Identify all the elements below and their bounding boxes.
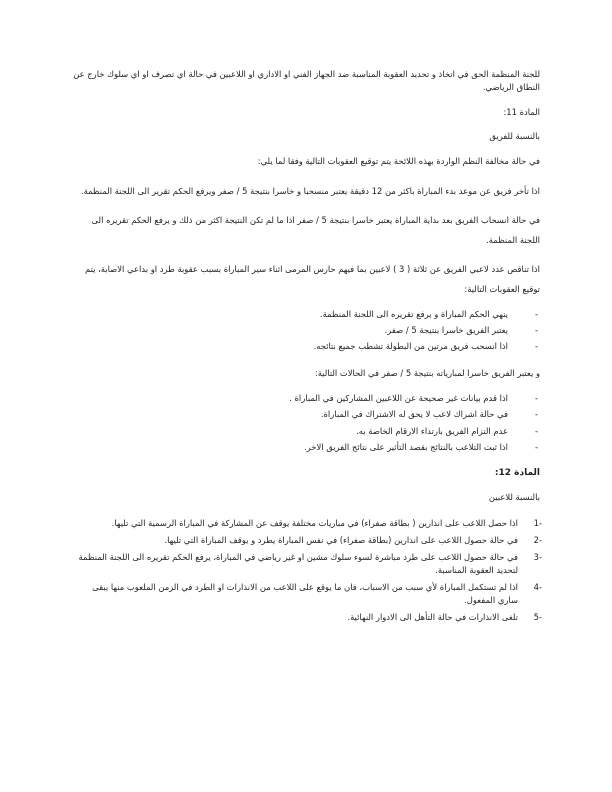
bullet-mark: -	[534, 341, 538, 352]
article-11-penalties-list	[70, 308, 540, 353]
list-item	[70, 425, 538, 437]
bullet-mark: -	[534, 325, 538, 336]
article-12-subtitle: بالنسبة للاعبين	[488, 492, 540, 503]
bullet-mark: -	[534, 309, 538, 320]
list-item	[70, 611, 542, 624]
list-item	[70, 308, 538, 320]
list-item-text: ينهي الحكم المباراة و يرفع تقريره الى اللجنة المنظمة.	[319, 309, 508, 320]
list-item	[70, 324, 538, 336]
article-11-paragraph-withdrawal: في حالة انسحاب الفريق بعد بداية المباراة يعتبر خاسرا بنتيجة 5 / صفر اذا ما لم تكن النتيجة اكثر من ذلك و يرفع الحكم تقريره الى اللجنة المنظمة.	[91, 214, 540, 246]
list-item-text: يعتبر الفريق خاسرا بنتيجة 5 / صفر.	[384, 325, 508, 336]
item-number: 1-	[533, 518, 542, 529]
article-11-paragraph-late: اذا تأخر فريق عن موعد بدء المباراة باكثر من 12 دقيقة يعتبر منسحبا و خاسرا بنتيجة 5 / صفر ويرفع الحكم تقرير الى اللجنة المنظمة.	[80, 186, 540, 197]
item-number: 3-	[533, 552, 542, 563]
bullet-mark: -	[534, 393, 538, 404]
list-item-text: اذا لم تستكمل المباراة لأي سبب من الاسباب، فان ما يوقع على اللاعب من الانذارات او الطرد في الزمن الملعوب منها يبقى ساري المفعول.	[92, 582, 518, 606]
item-number: 5-	[533, 612, 542, 623]
list-item-text: اذا ثبت التلاعب بالنتائج بقصد التأثير على نتائج الفريق الاخر.	[303, 441, 508, 452]
list-item-text: في حالة حصول اللاعب على طرد مباشرة لسوء سلوك مشين او غير رياضي في المباراة، يرفع الحكم تقريره الى اللجنة المنظمة لتحديد العقوبة المناسبة.	[78, 552, 518, 576]
list-item-text: في حالة حصول اللاعب على انذارين (بطاقة صفراء) في نفس المباراة يطرد و يوقف المباراة التي تليها.	[164, 535, 518, 546]
list-item-text: في حالة اشراك لاعب لا يحق له الاشتراك في المباراة.	[320, 409, 508, 420]
list-item	[70, 392, 538, 404]
list-item	[70, 340, 538, 352]
article-11-subtitle: بالنسبة للفريق	[489, 130, 540, 141]
bullet-mark: -	[534, 441, 538, 452]
list-item-text: اذا قدم بيانات غير صحيحة عن اللاعبين المشاركين في المباراة .	[289, 393, 508, 404]
list-item	[70, 441, 538, 453]
list-item-text: تلغى الانذارات في حالة التأهل الى الادوار النهائية.	[347, 612, 518, 623]
list-item	[70, 534, 542, 547]
list-item-text: عدم التزام الفريق بارتداء الارقام الخاصة به.	[356, 425, 508, 436]
intro-paragraph: للجنة المنظمة الحق في اتخاذ و تحديد العقوبة المناسبة ضد الجهاز الفني او الاداري او اللاعبين في حالة اي تصرف او اي سلوك خارج عن النطاق الرياضي.	[73, 69, 540, 92]
list-item	[70, 581, 542, 607]
article-12-rules-list	[70, 517, 540, 624]
list-item-text: اذا انسحب فريق مرتين من البطولة تشطب جميع نتائجه.	[313, 341, 508, 352]
list-item	[70, 517, 542, 530]
item-number: 2-	[533, 535, 542, 546]
item-number: 4-	[533, 582, 542, 593]
bullet-mark: -	[534, 409, 538, 420]
article-11-lead-2: و يعتبر الفريق خاسرا لمبارياته بنتيجة 5 / صفر في الحالات التالية:	[314, 367, 540, 378]
bullet-mark: -	[534, 425, 538, 436]
article-11-paragraph-players-shortage: اذا تناقص عدد لاعبي الفريق عن ثلاثة ( 3 ) لاعبين بما فيهم حارس المرمى اثناء سير المباراة بسبب عقوبة طرد او بداعي الاصابة، يتم توقيع العقوبات التالية:	[85, 263, 540, 295]
article-11-forfeit-cases-list	[70, 392, 540, 453]
list-item-text: اذا حصل اللاعب على انذارين ( بطاقة صفراء) في مباريات مختلفة يوقف عن المشاركة في المباراة الرسمية التي تليها.	[111, 518, 518, 529]
article-11-title: المادة 11:	[503, 107, 540, 118]
list-item	[70, 408, 538, 420]
list-item	[70, 551, 542, 577]
article-12-title: المادة 12:	[494, 467, 540, 478]
article-11-lead: في حالة مخالفة النظم الواردة بهذه اللائحة يتم توقيع العقوبات التالية وفقا لما يلي:	[257, 156, 540, 167]
